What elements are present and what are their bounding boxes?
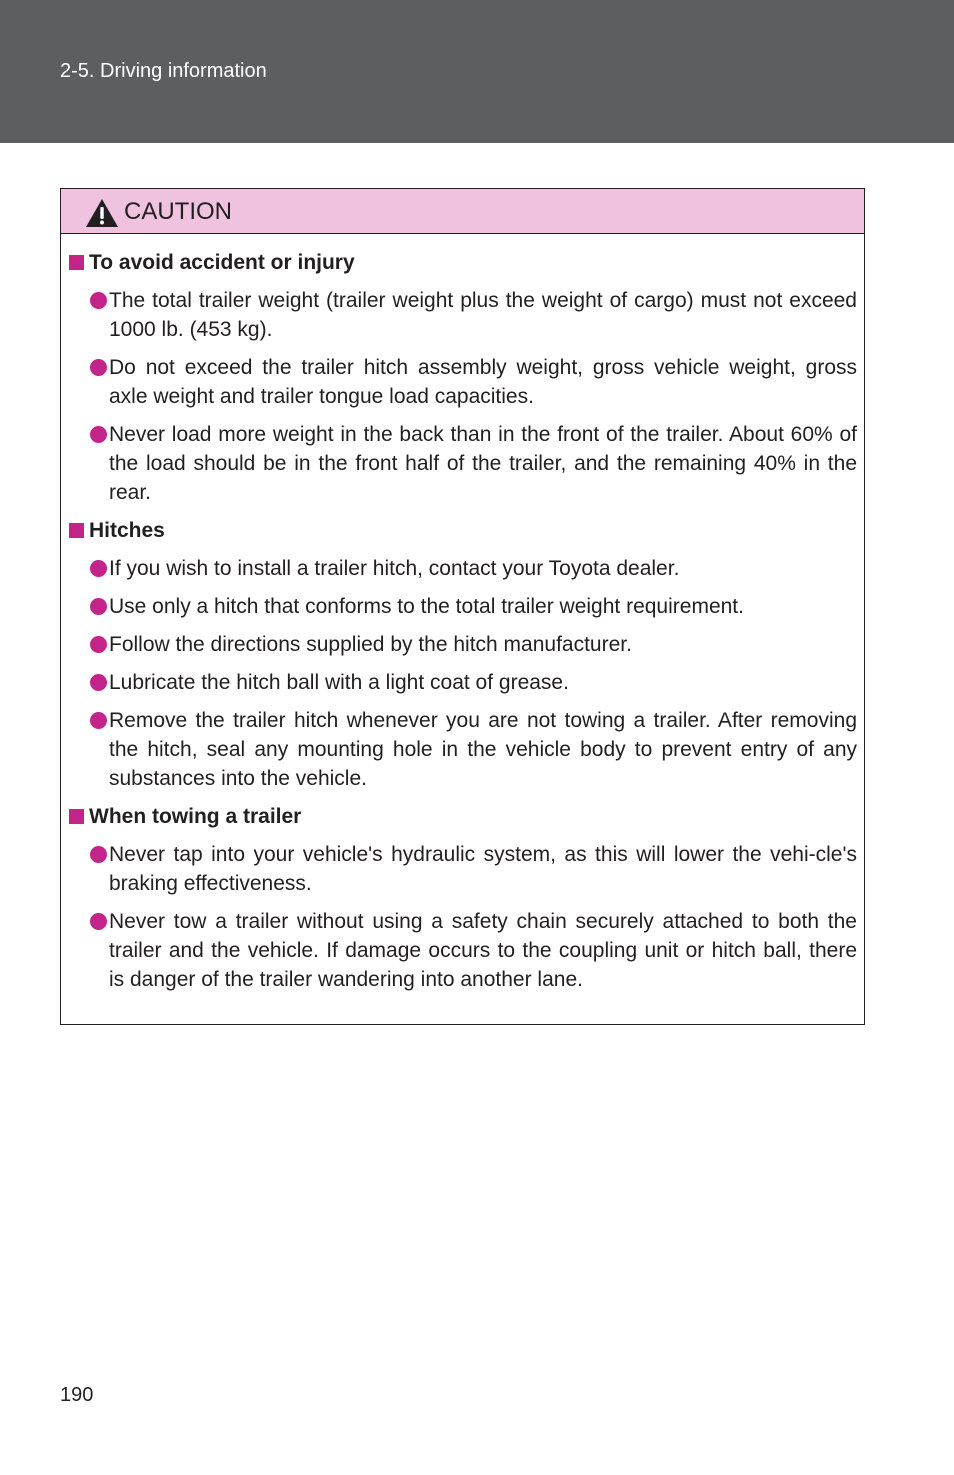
bullet-text: Remove the trailer hitch whenever you are not towing a trailer. After removing the hitch, seal any mounting hole in the vehicle body to prevent entry of any substances into the vehicle. <box>109 709 857 790</box>
page-number: 190 <box>60 1384 94 1406</box>
circle-bullet-icon <box>90 359 107 376</box>
section-heading <box>68 802 857 831</box>
section-title: 2-5. Driving information <box>60 60 267 82</box>
circle-bullet-icon <box>90 636 107 653</box>
bullet-text: The total trailer weight (trailer weight plus the weight of cargo) must not exceed 1000 lb. (453 kg). <box>109 289 857 341</box>
square-bullet-icon <box>69 255 84 270</box>
circle-bullet-icon <box>90 846 107 863</box>
bullet-item <box>68 353 857 411</box>
bullet-text: Never load more weight in the back than in the front of the trailer. About 60% of the load should be in the front half of the trailer, and the remaining 40% in the rear. <box>109 423 857 504</box>
square-bullet-icon <box>69 809 84 824</box>
warning-triangle-icon <box>85 198 119 228</box>
caution-content <box>68 248 857 1003</box>
caution-box <box>60 188 865 1025</box>
header-band <box>0 0 954 143</box>
caution-header <box>61 189 864 234</box>
bullet-text: If you wish to install a trailer hitch, contact your Toyota dealer. <box>109 557 680 580</box>
bullet-item <box>68 706 857 793</box>
bullet-item <box>68 668 857 697</box>
bullet-text: Use only a hitch that conforms to the total trailer weight requirement. <box>109 595 744 618</box>
bullet-text: Never tow a trailer without using a safety chain securely attached to both the trailer and the vehicle. If damage occurs to the coupling unit or hitch ball, there is danger of the trailer wandering into another lane. <box>109 910 857 991</box>
caution-label: CAUTION <box>124 198 232 225</box>
circle-bullet-icon <box>90 913 107 930</box>
bullet-item <box>68 592 857 621</box>
square-bullet-icon <box>69 523 84 538</box>
circle-bullet-icon <box>90 712 107 729</box>
section-heading-text: Hitches <box>89 519 165 542</box>
bullet-text: Follow the directions supplied by the hitch manufacturer. <box>109 633 632 656</box>
circle-bullet-icon <box>90 598 107 615</box>
bullet-item <box>68 840 857 898</box>
bullet-item <box>68 420 857 507</box>
circle-bullet-icon <box>90 560 107 577</box>
bullet-text: Never tap into your vehicle's hydraulic system, as this will lower the vehi-cle's braking effectiveness. <box>109 843 857 895</box>
bullet-item <box>68 286 857 344</box>
section-heading-text: When towing a trailer <box>89 805 302 828</box>
bullet-text: Do not exceed the trailer hitch assembly weight, gross vehicle weight, gross axle weight and trailer tongue load capacities. <box>109 356 857 408</box>
section-heading <box>68 248 857 277</box>
bullet-item <box>68 907 857 994</box>
circle-bullet-icon <box>90 292 107 309</box>
bullet-text: Lubricate the hitch ball with a light coat of grease. <box>109 671 569 694</box>
section-heading <box>68 516 857 545</box>
circle-bullet-icon <box>90 674 107 691</box>
bullet-item <box>68 630 857 659</box>
section-heading-text: To avoid accident or injury <box>89 251 355 274</box>
circle-bullet-icon <box>90 426 107 443</box>
bullet-item <box>68 554 857 583</box>
